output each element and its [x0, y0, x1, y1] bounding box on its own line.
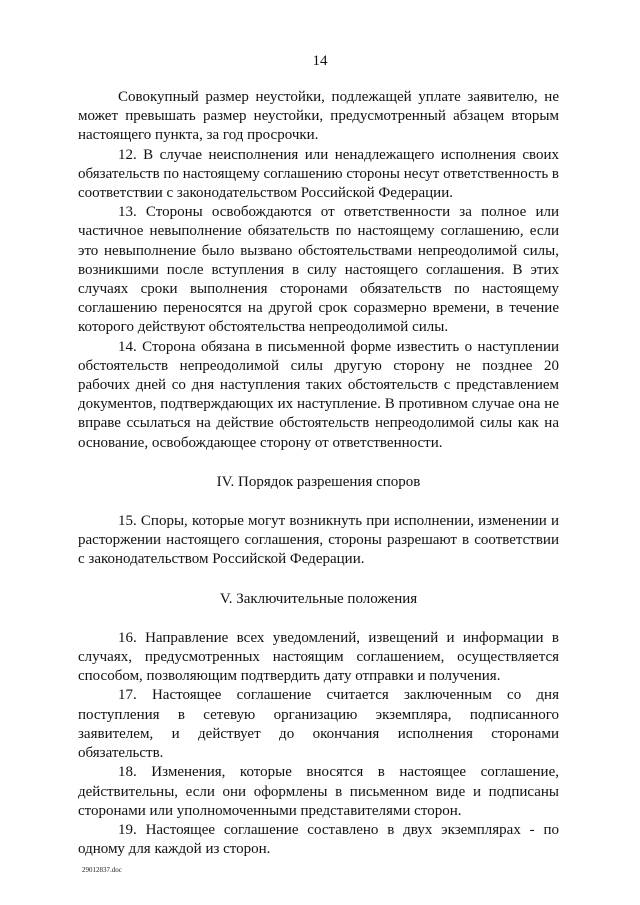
paragraph-18: 18. Изменения, которые вносятся в настоящее соглашение, действительны, если они оформлены в письменном виде и подписаны сторонами или уполномоченными представителями сторон. [78, 764, 559, 819]
paragraph-15: 15. Споры, которые могут возникнуть при исполнении, изменении и расторжении настоящего соглашения, стороны разрешают в соответствии с законодательством Российской Федерации. [78, 513, 559, 568]
footer-filename: 29012837.doc [82, 866, 122, 874]
paragraph-16: 16. Направление всех уведомлений, извещений и информации в случаях, предусмотренных настоящим соглашением, осуществляется способом, позволяющим подтвердить дату отправки и получения. [78, 629, 559, 685]
page-number: 14 [312, 53, 328, 69]
document-body [78, 88, 559, 859]
paragraph-12: 12. В случае неисполнения или ненадлежащего исполнения своих обязательств по настоящему соглашению стороны несут ответственность в соответствии с законодательством Российской Федерации. [78, 146, 560, 202]
paragraph-19: 19. Настоящее соглашение составлено в двух экземплярах - по одному для каждой из сторон. [78, 821, 559, 858]
paragraph-14: 14. Сторона обязана в письменной форме известить о наступлении обстоятельств непреодолимой силы другую сторону не позднее 20 рабочих дней со дня наступления таких обстоятельств с представлением документов, подтверждающих их наступление. В противном случае она не вправе ссылаться на действие обстоятельств непреодолимой силы как на основание, освобождающее сторону от ответственности. [78, 338, 559, 451]
section-4-heading: IV. Порядок разрешения споров [216, 473, 421, 490]
section-5-heading: V. Заключительные положения [219, 590, 418, 607]
paragraph-13: 13. Стороны освобождаются от ответственности за полное или частичное невыполнение обязательств по настоящему соглашению, если это невыполнение было вызвано обстоятельствами непреодолимой силы, возникшими после вступления в силу настоящего соглашения. В этих случаях сроки выполнения сторонами обязательств по настоящему соглашению переносятся на другой срок соразмерно времени, в течение которого действуют обстоятельства непреодолимой силы. [78, 204, 559, 336]
paragraph-penalty-total: Совокупный размер неустойки, подлежащей уплате заявителю, не может превышать размер неустойки, предусмотренный абзацем вторым настоящего пункта, за год просрочки. [78, 89, 559, 144]
paragraph-17: 17. Настоящее соглашение считается заключенным со дня поступления в сетевую организацию экземпляра, подписанного заявителем, и действует до окончания исполнения сторонами обязательств. [78, 687, 559, 762]
